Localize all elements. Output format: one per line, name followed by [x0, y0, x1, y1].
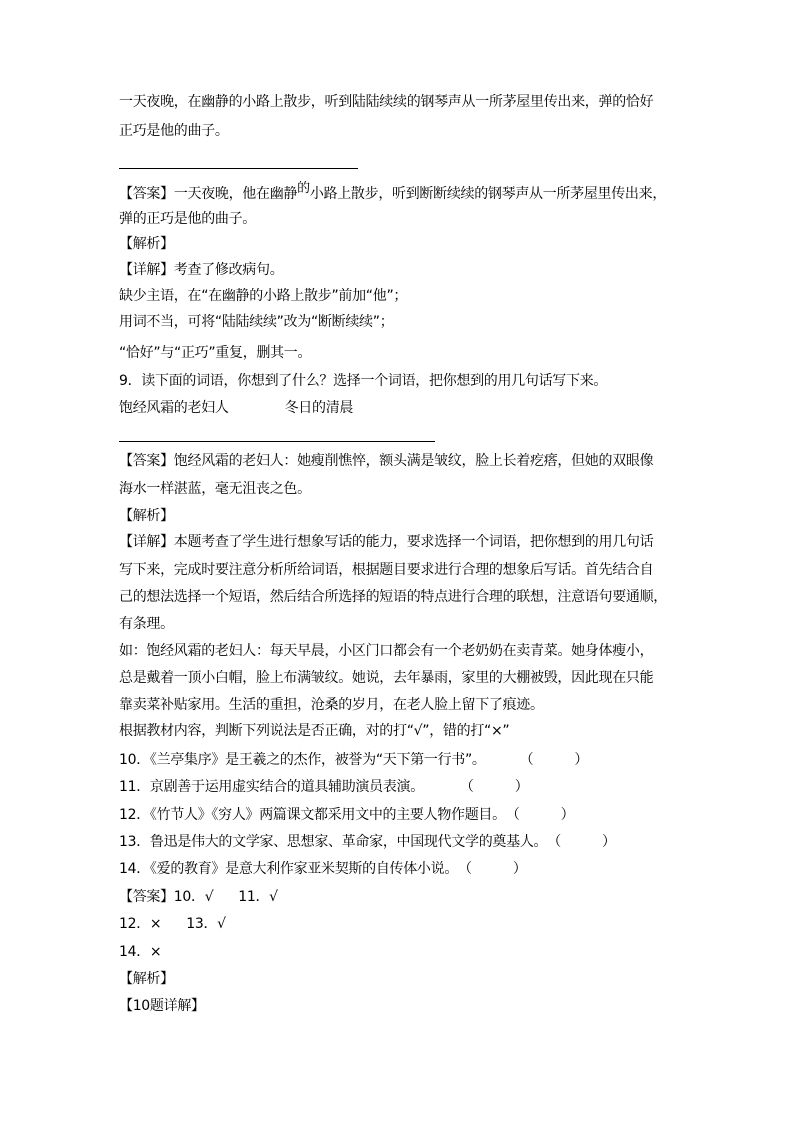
- tf-item-14: [119, 860, 527, 878]
- q9-detail-line: 己的想法选择一个短语，然后结合所选择的短语的特点进行合理的联想，注意语句要通顺，: [119, 589, 667, 605]
- q9-options: [119, 399, 353, 417]
- answer-label: 【答案】: [119, 186, 174, 202]
- q9-detail-line: 有条理。: [119, 616, 174, 632]
- tf-item-text: 12．《竹节人》《穷人》两篇课文都采用文中的主要人物作题目。: [119, 807, 506, 823]
- tf-answer-line: 14．×: [119, 944, 162, 960]
- q8-detail-line: 【详解】考查了修改病句。: [119, 262, 284, 278]
- tf-answer-line: 12．× 13．√: [119, 916, 226, 932]
- q9-option-1: 饱经风霜的老妇人: [119, 400, 229, 416]
- q8-prompt-line-2: 正巧是他的曲子。: [119, 123, 229, 139]
- q8-answer-line-1: [119, 181, 667, 204]
- q9-detail-line: 写下来，完成时要注意分析所给词语，根据题目要求进行合理的想象后写话。首先结合自: [119, 562, 654, 578]
- answer-text: 小路上散步，听到断断续续的钢琴声从一所茅屋里传出来，: [309, 186, 667, 202]
- answer-parentheses: （ ）: [505, 807, 575, 823]
- tf-item-12: [119, 806, 574, 824]
- tf-item-13: [119, 833, 616, 851]
- q9-detail-line: 【详解】本题考查了学生进行想象写话的能力，要求选择一个词语，把你想到的用几句话: [119, 534, 654, 550]
- q9-answer-line: 海水一样湛蓝，毫无沮丧之色。: [119, 481, 311, 497]
- tf-answer-line: 【答案】10．√ 11．√: [119, 889, 278, 905]
- tf-instruction: 根据教材内容，判断下列说法是否正确，对的打“√”，错的打“×”: [119, 723, 510, 739]
- q9-detail-line: 靠卖菜补贴家用。生活的重担，沧桑的岁月，在老人脸上留下了痕迹。: [119, 697, 544, 713]
- q8-answer-line-2: 弹的正巧是他的曲子。: [119, 211, 256, 227]
- q9-detail-line: 总是戴着一顶小白帽，脸上布满皱纹。她说，去年暴雨，家里的大棚被毁，因此现在只能: [119, 670, 654, 686]
- answer-parentheses: （ ）: [519, 752, 589, 768]
- q9-prompt: 9．读下面的词语，你想到了什么？选择一个词语，把你想到的用几句话写下来。: [119, 373, 608, 389]
- q8-analysis-heading: 【解析】: [119, 236, 174, 252]
- answer-blank-line: [119, 441, 435, 442]
- q8-detail-line: 缺少主语，在“在幽静的小路上散步”前加“他”；: [119, 288, 408, 304]
- tf-item-text: 11．京剧善于运用虚实结合的道具辅助演员表演。: [119, 779, 424, 795]
- q8-prompt-line-1: 一天夜晚，在幽静的小路上散步，听到陆陆续续的钢琴声从一所茅屋里传出来，弹的恰好: [119, 94, 654, 110]
- tf-item-text: 14．《爱的教育》是意大利作家亚米契斯的自传体小说。: [119, 861, 459, 877]
- answer-parentheses: （ ）: [459, 779, 529, 795]
- tf-item-10: [119, 751, 588, 769]
- answer-parentheses: （ ）: [458, 861, 527, 877]
- q8-detail-line: 用词不当，可将“陆陆续续”改为“断断续续”；: [119, 314, 394, 330]
- q9-analysis-heading: 【解析】: [119, 508, 174, 524]
- tf-item-text: 13．鲁迅是伟大的文学家、思想家、革命家，中国现代文学的奠基人。: [119, 834, 548, 850]
- tf-item-text: 10．《兰亭集序》是王羲之的杰作，被誉为“天下第一行书”。: [119, 752, 486, 768]
- tf-analysis-heading: 【解析】: [119, 971, 174, 987]
- q9-option-2: 冬日的清晨: [284, 400, 354, 416]
- answer-text: 一天夜晚，他在幽静: [173, 186, 298, 202]
- inserted-word: 的: [297, 181, 310, 196]
- q9-detail-line: 如：饱经风霜的老妇人：每天早晨，小区门口都会有一个老奶奶在卖青菜。她身体瘦小，: [119, 643, 654, 659]
- tf-detail-10-heading: 【10题详解】: [119, 998, 205, 1014]
- tf-item-11: [119, 778, 528, 796]
- q8-detail-line: “恰好”与“正巧”重复，删其一。: [119, 345, 312, 361]
- q9-answer-line: 【答案】饱经风霜的老妇人：她瘦削憔悴，额头满是皱纹，脸上长着疙瘩，但她的双眼像: [119, 453, 654, 469]
- answer-parentheses: （ ）: [547, 834, 616, 850]
- answer-blank-line: [119, 168, 358, 169]
